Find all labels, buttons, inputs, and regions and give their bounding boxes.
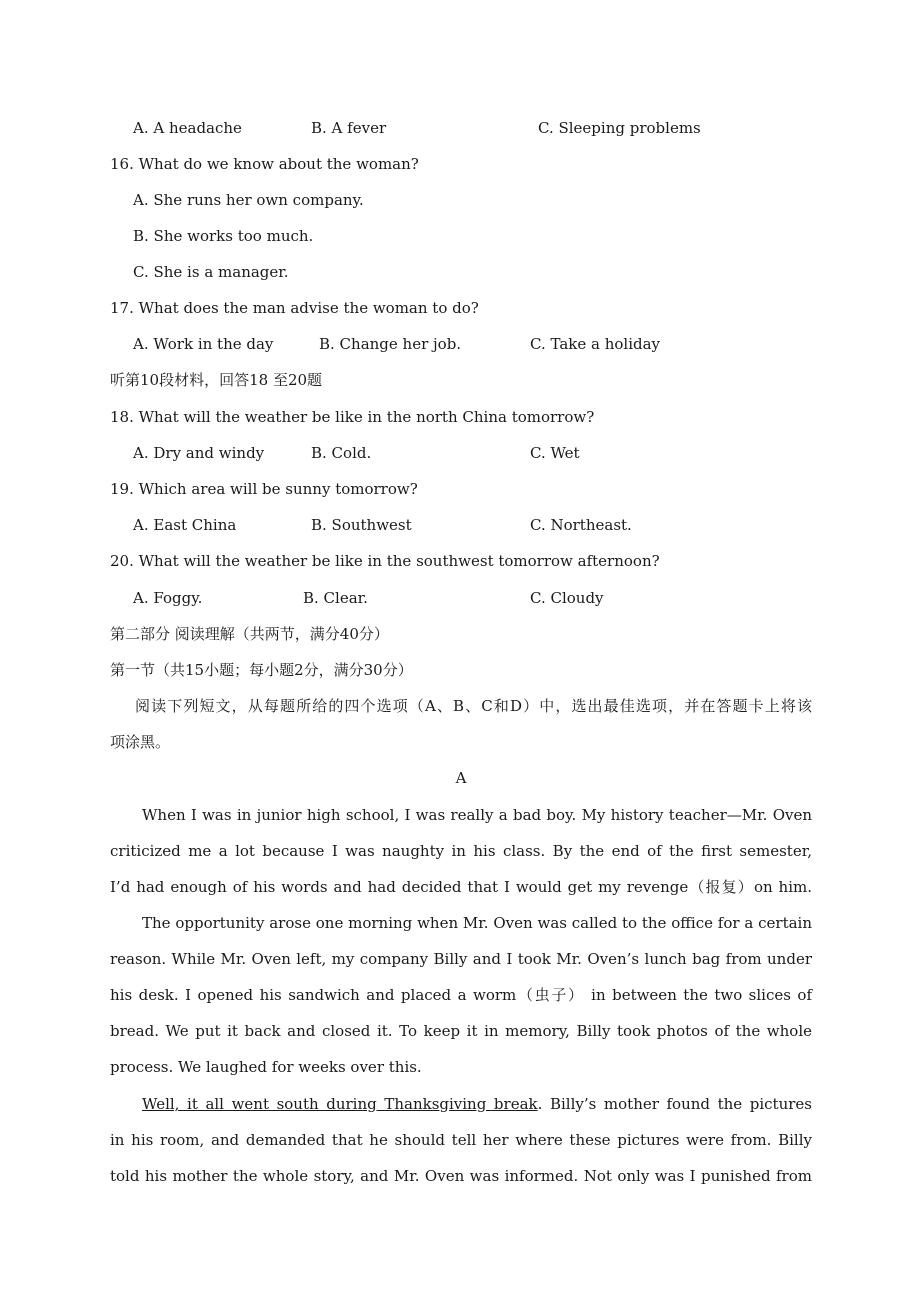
q19-stem: 19. Which area will be sunny tomorrow? (110, 480, 418, 498)
q18-options (133, 435, 813, 471)
q18-option-a: A. Dry and windy (133, 444, 265, 462)
q20-stem: 20. What will the weather be like in the southwest tomorrow afternoon? (110, 552, 660, 570)
passage-p3-line1-rest: . Billy’s mother found the pictures (537, 1095, 812, 1113)
q16-option-b: B. She works too much. (133, 227, 314, 245)
passage-p1-line2: criticized me a lot because I was naughty in his class. By the end of the first semester, (110, 842, 812, 860)
q15-options (133, 110, 813, 146)
passage-p2-line3: his desk. I opened his sandwich and placed a worm（虫子） in between the two slices of (110, 986, 812, 1004)
q17-options (133, 326, 813, 362)
instruction-line-1: 阅读下列短文，从每题所给的四个选项（A、B、C和D）中，选出最佳选项，并在答题卡上将该 (135, 697, 812, 715)
q18-stem: 18. What will the weather be like in the north China tomorrow? (110, 408, 595, 426)
passage-p2-line5: process. We laughed for weeks over this. (110, 1058, 422, 1076)
section10-header: 听第10段材料，回答18 至20题 (110, 371, 323, 389)
q20-option-a: A. Foggy. (133, 589, 203, 607)
passage-label: A (455, 769, 467, 787)
passage-p2-line2: reason. While Mr. Oven left, my company Billy and I took Mr. Oven’s lunch bag from under (110, 950, 812, 968)
underlined-phrase: Well, it all went south during Thanksgiving break (142, 1095, 538, 1113)
passage-p3-line3: told his mother the whole story, and Mr. Oven was informed. Not only was I punished from (110, 1167, 812, 1185)
q15-option-c: C. Sleeping problems (538, 119, 701, 137)
passage-p2-line1: The opportunity arose one morning when Mr. Oven was called to the office for a certain (142, 914, 812, 932)
q16-option-c: C. She is a manager. (133, 263, 289, 281)
q17-option-a: A. Work in the day (133, 335, 274, 353)
passage-p1-line3: I’d had enough of his words and had decided that I would get my revenge（报复）on him. (110, 878, 812, 896)
q19-option-c: C. Northeast. (530, 516, 632, 534)
q20-option-b: B. Clear. (303, 589, 368, 607)
q15-option-b: B. A fever (311, 119, 387, 137)
q18-option-c: C. Wet (530, 444, 580, 462)
passage-p3-line1 (142, 1086, 812, 1122)
q16-stem: 16. What do we know about the woman? (110, 155, 419, 173)
q20-options (133, 580, 813, 616)
q16-option-a: A. She runs her own company. (133, 191, 364, 209)
q18-option-b: B. Cold. (311, 444, 372, 462)
q17-stem: 17. What does the man advise the woman to do? (110, 299, 479, 317)
passage-p1-line1: When I was in junior high school, I was really a bad boy. My history teacher—Mr. Oven (142, 806, 812, 824)
q20-option-c: C. Cloudy (530, 589, 604, 607)
q17-option-c: C. Take a holiday (530, 335, 661, 353)
q19-options (133, 507, 813, 543)
q19-option-a: A. East China (133, 516, 237, 534)
part2-section1-title: 第一节（共15小题；每小题2分，满分30分） (110, 661, 413, 679)
q17-option-b: B. Change her job. (319, 335, 462, 353)
part2-title: 第二部分 阅读理解（共两节，满分40分） (110, 625, 389, 643)
instruction-line-2: 项涂黑。 (110, 733, 171, 751)
q15-option-a: A. A headache (133, 119, 242, 137)
passage-p2-line4: bread. We put it back and closed it. To keep it in memory, Billy took photos of the whole (110, 1022, 812, 1040)
q19-option-b: B. Southwest (311, 516, 412, 534)
passage-p3-line2: in his room, and demanded that he should tell her where these pictures were from. Billy (110, 1131, 812, 1149)
